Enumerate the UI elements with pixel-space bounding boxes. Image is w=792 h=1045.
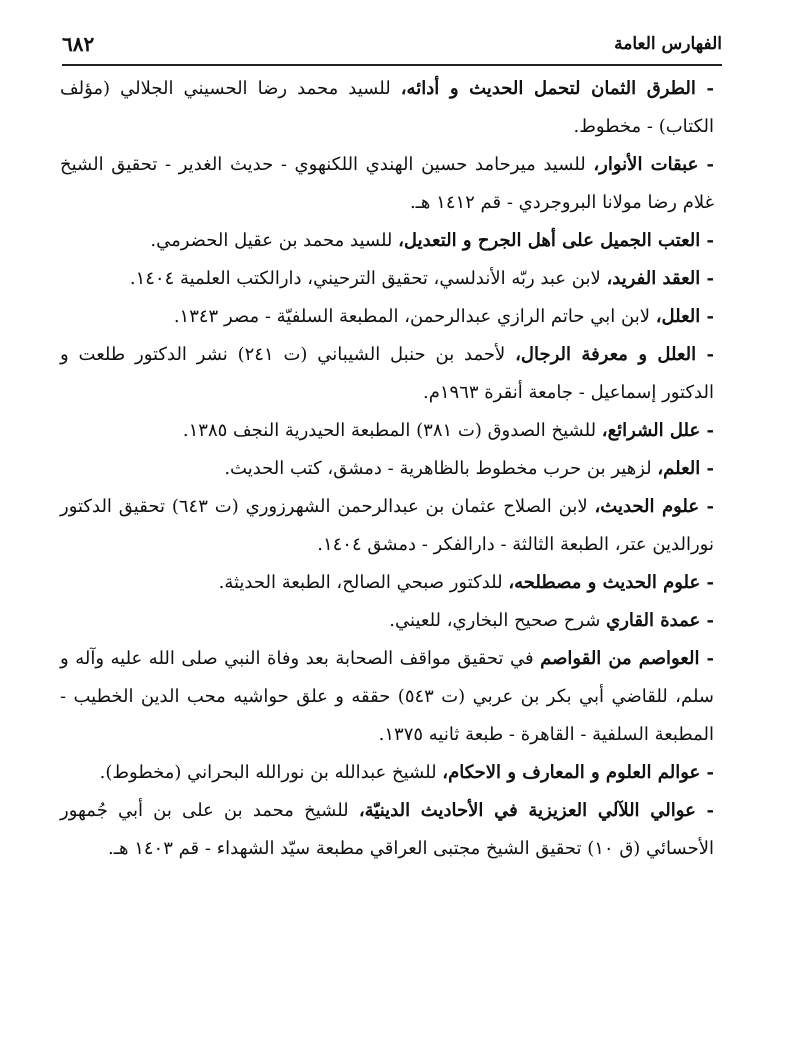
bibliography-entry [60,70,714,146]
header-rule [62,64,722,66]
entry-title: - العقد الفريد، [606,268,714,289]
bibliography-entry [60,640,714,754]
running-title: الفهارس العامة [614,34,722,54]
entry-title: - العلل، [655,306,714,327]
entry-details: لزهير بن حرب مخطوط بالظاهرية - دمشق، كتب الحديث. [224,458,658,479]
bibliography-entry [60,564,714,602]
entry-details: لابن عبد ربّه الأندلسي، تحقيق الترحيني، دارالكتب العلمية ١٤٠٤. [129,268,607,289]
bibliography-list [60,70,714,868]
entry-title: - العلم، [657,458,714,479]
entry-details: شرح صحيح البخاري، للعيني. [389,610,607,631]
entry-title: - عبقات الأنوار، [593,154,714,175]
entry-title: - علل الشرائع، [601,420,714,441]
entry-details: للشيخ الصدوق (ت ٣٨١) المطبعة الحيدرية النجف ١٣٨٥. [182,420,602,441]
entry-details: لابن ابي حاتم الرازي عبدالرحمن، المطبعة السلفيّة - مصر ١٣٤٣. [173,306,656,327]
bibliography-entry [60,488,714,564]
bibliography-entry [60,792,714,868]
entry-details: للشيخ عبدالله بن نورالله البحراني (مخطوط). [99,762,443,783]
bibliography-entry [60,222,714,260]
page-number: ٦٨٢ [62,32,95,56]
entry-title: - الطرق الثمان لتحمل الحديث و أدائه، [400,78,714,99]
entry-details: لأحمد بن حنبل الشيباني (ت ٢٤١) نشر الدكتور طلعت و الدكتور إسماعيل - جامعة أنقرة ١٩٦٣م. [60,344,714,403]
bibliography-entry [60,602,714,640]
bibliography-entry [60,754,714,792]
bibliography-entry [60,412,714,450]
entry-title: - العتب الجميل على أهل الجرح و التعديل، [398,230,714,251]
entry-details: لابن الصلاح عثمان بن عبدالرحمن الشهرزوري (ت ٦٤٣) تحقيق الدكتور نورالدين عتر، الطبعة الثالثة - دارالفكر - دمشق ١٤٠٤. [60,496,714,555]
entry-title: - العلل و معرفة الرجال، [515,344,714,365]
bibliography-entry [60,298,714,336]
entry-details: للسيد محمد بن عقيل الحضرمي. [150,230,399,251]
entry-title: - عوالم العلوم و المعارف و الاحكام، [442,762,714,783]
bibliography-entry [60,336,714,412]
bibliography-entry [60,146,714,222]
entry-title: - عمدة القاري [606,610,714,631]
entry-details: للشيخ محمد بن على بن أبي جُمهور الأحسائي (ق ١٠) تحقيق الشيخ مجتبى العراقي مطبعة سيّد الشهداء - قم ١٤٠٣ هـ. [60,800,714,859]
bibliography-entry [60,450,714,488]
entry-title: - علوم الحديث، [594,496,714,517]
entry-title: - العواصم من القواصم [540,648,714,669]
entry-details: للسيد محمد رضا الحسيني الجلالي (مؤلف الكتاب) - مخطوط. [60,78,714,137]
entry-details: في تحقيق مواقف الصحابة بعد وفاة النبي صلى الله عليه وآله و سلم، للقاضي أبي بكر بن عربي (ت ٥٤٣) حققه و علق حواشيه محب الدين الخطيب - المطبعة السلفية - القاهرة - طبعة ثانيه ١٣٧٥. [60,648,715,745]
entry-title: - عوالي اللآلي العزيزية في الأحاديث الدينيّة، [358,800,714,821]
entry-details: للسيد ميرحامد حسين الهندي اللكنهوي - حديث الغدير - تحقيق الشيخ غلام رضا مولانا البروجردي - قم ١٤١٢ هـ. [60,154,714,213]
bibliography-entry [60,260,714,298]
entry-title: - علوم الحديث و مصطلحه، [508,572,714,593]
entry-details: للدكتور صبحي الصالح، الطبعة الحديثة. [218,572,509,593]
page-header [62,28,722,60]
